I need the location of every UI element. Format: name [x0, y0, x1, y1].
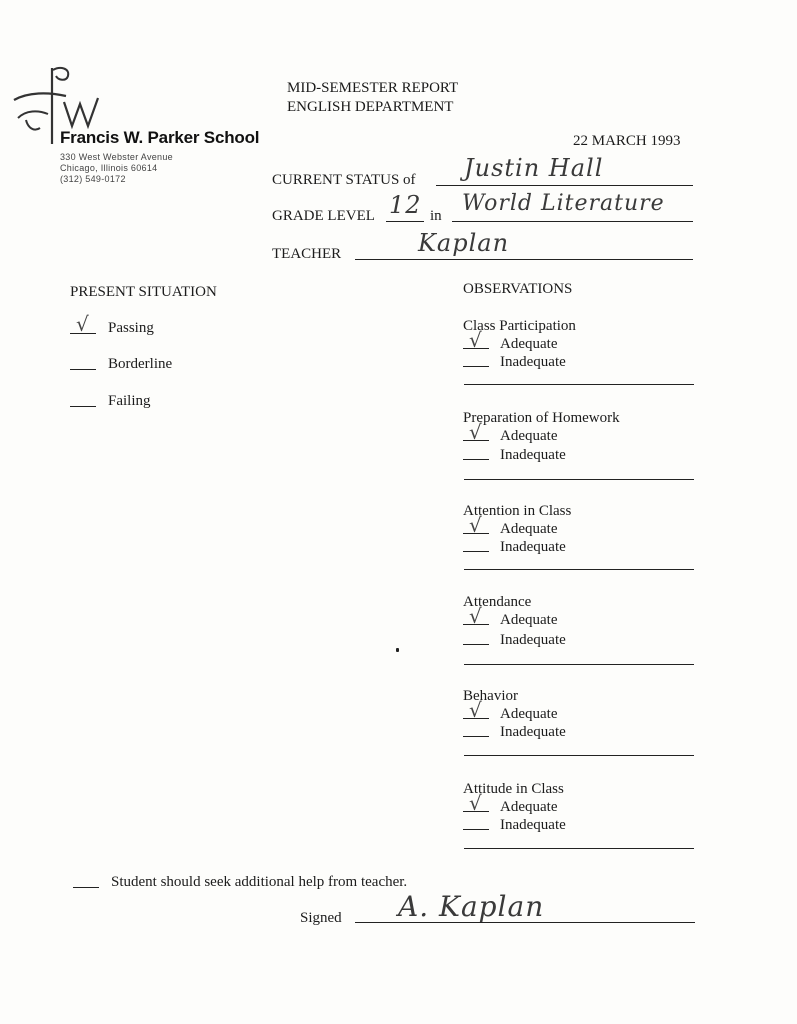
checkbox-blank[interactable] — [70, 312, 96, 336]
present-situation-option[interactable] — [70, 356, 172, 373]
address-line: (312) 549-0172 — [60, 174, 126, 184]
observation-group-title: Preparation of Homework — [463, 410, 620, 426]
checkbox-blank[interactable] — [463, 539, 489, 552]
check-mark-icon: √ — [469, 420, 482, 444]
grade-level-handwritten[interactable]: 12 — [389, 191, 422, 219]
teacher-line — [355, 259, 693, 260]
additional-help-label: Student should seek additional help from teacher. — [111, 874, 408, 890]
course-handwritten[interactable]: World Literature — [462, 191, 665, 216]
option-label: Adequate — [500, 428, 558, 444]
check-mark-icon: √ — [469, 328, 482, 352]
adequate-option[interactable] — [463, 698, 558, 723]
checkbox-blank[interactable] — [463, 354, 489, 367]
present-situation-option[interactable] — [70, 393, 151, 410]
observation-comment-line[interactable] — [464, 848, 694, 849]
checkbox-blank[interactable] — [463, 420, 489, 444]
additional-help-option[interactable] — [73, 874, 407, 891]
grade-level-label: GRADE LEVEL — [272, 208, 375, 224]
course-line — [452, 221, 693, 222]
inadequate-option[interactable] — [463, 354, 566, 371]
check-mark-icon: √ — [76, 312, 89, 336]
checkbox-blank[interactable] — [463, 698, 489, 722]
checkbox-blank[interactable] — [463, 632, 489, 645]
department-title: ENGLISH DEPARTMENT — [287, 99, 454, 115]
address-line: 330 West Webster Avenue — [60, 152, 173, 162]
option-label: Inadequate — [500, 539, 566, 555]
option-label: Borderline — [108, 356, 173, 372]
inadequate-option[interactable] — [463, 447, 566, 464]
observation-comment-line[interactable] — [464, 569, 694, 570]
student-name-handwritten[interactable]: Justin Hall — [464, 154, 604, 182]
option-label: Inadequate — [500, 817, 566, 833]
inadequate-option[interactable] — [463, 539, 566, 556]
teacher-signature[interactable]: A. Kaplan — [398, 890, 545, 923]
checkbox-blank[interactable] — [70, 393, 96, 407]
check-mark-icon: √ — [469, 698, 482, 722]
option-label: Adequate — [500, 799, 558, 815]
option-label: Adequate — [500, 706, 558, 722]
address-line: Chicago, Illinois 60614 — [60, 163, 158, 173]
report-date: 22 MARCH 1993 — [573, 133, 681, 149]
option-label: Adequate — [500, 612, 558, 628]
report-heading — [287, 79, 458, 117]
present-situation-option[interactable] — [70, 312, 154, 337]
signed-label: Signed — [300, 910, 342, 926]
checkbox-blank[interactable] — [463, 447, 489, 460]
checkbox-blank[interactable] — [463, 604, 489, 628]
checkbox-blank[interactable] — [70, 356, 96, 370]
option-label: Inadequate — [500, 724, 566, 740]
student-name-line — [436, 185, 693, 186]
observation-group-title: Attitude in Class — [463, 781, 564, 797]
option-label: Inadequate — [500, 447, 566, 463]
check-mark-icon: √ — [469, 791, 482, 815]
check-mark-icon: √ — [469, 604, 482, 628]
checkbox-blank[interactable] — [463, 513, 489, 537]
option-label: Adequate — [500, 336, 558, 352]
in-label: in — [430, 208, 442, 224]
observations-title: OBSERVATIONS — [463, 281, 573, 297]
checkbox-blank[interactable] — [463, 791, 489, 815]
option-label: Inadequate — [500, 354, 566, 370]
adequate-option[interactable] — [463, 420, 558, 445]
option-label: Adequate — [500, 521, 558, 537]
observation-comment-line[interactable] — [464, 479, 694, 480]
adequate-option[interactable] — [463, 513, 558, 538]
school-name: Francis W. Parker School — [60, 128, 260, 147]
grade-level-line — [386, 221, 424, 222]
adequate-option[interactable] — [463, 791, 558, 816]
checkbox-blank[interactable] — [463, 724, 489, 737]
observation-comment-line[interactable] — [464, 664, 694, 665]
school-address — [60, 152, 173, 185]
report-title: MID-SEMESTER REPORT — [287, 80, 459, 96]
observation-group-title: Attendance — [463, 594, 532, 610]
adequate-option[interactable] — [463, 328, 558, 353]
option-label: Failing — [108, 393, 151, 409]
inadequate-option[interactable] — [463, 817, 566, 834]
present-situation-title: PRESENT SITUATION — [70, 284, 217, 300]
stray-mark — [396, 648, 399, 652]
observation-group-title: Class Participation — [463, 318, 576, 334]
observation-comment-line[interactable] — [464, 755, 694, 756]
checkbox-blank[interactable] — [73, 874, 99, 888]
observation-comment-line[interactable] — [464, 384, 694, 385]
observation-group-title: Behavior — [463, 688, 518, 704]
option-label: Inadequate — [500, 632, 566, 648]
adequate-option[interactable] — [463, 604, 558, 629]
inadequate-option[interactable] — [463, 724, 566, 741]
option-label: Passing — [108, 320, 154, 336]
checkbox-blank[interactable] — [463, 328, 489, 352]
checkbox-blank[interactable] — [463, 817, 489, 830]
inadequate-option[interactable] — [463, 632, 566, 649]
teacher-label: TEACHER — [272, 246, 342, 262]
teacher-handwritten[interactable]: Kaplan — [418, 229, 510, 257]
check-mark-icon: √ — [469, 513, 482, 537]
current-status-label: CURRENT STATUS of — [272, 172, 416, 188]
observation-group-title: Attention in Class — [463, 503, 572, 519]
